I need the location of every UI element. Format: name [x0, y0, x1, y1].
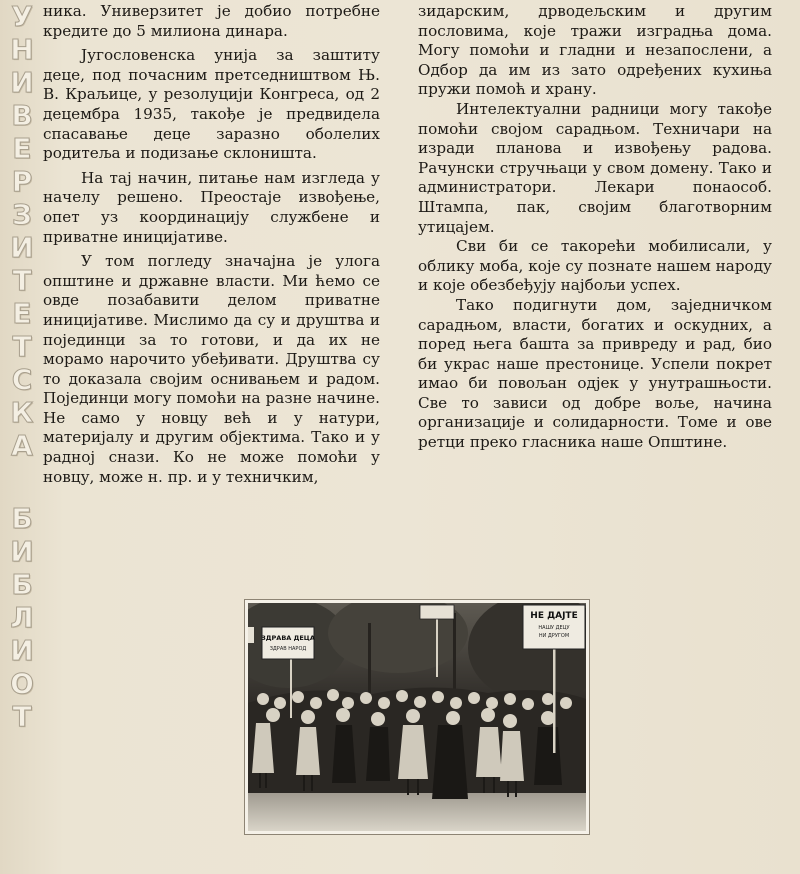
stamp-letter: И [10, 66, 34, 99]
library-stamp-watermark [2, 0, 42, 874]
sign-left-line1: ЗДРАВА ДЕЦА [261, 634, 315, 642]
paragraph-1: ника. Универзитет је добио потребне кредите до 5 милиона динара. [43, 2, 380, 40]
stamp-letter: К [10, 396, 34, 429]
stamp-letter: Р [11, 165, 33, 198]
stamp-letter: В [11, 99, 33, 132]
right-text-column [418, 2, 772, 453]
paragraph-5: зидарским, дрводељским и другим пословима, које тражи изградња дома. Могу помоћи и гладни и незапослени, а Одбор да им из зато одређених кухиња пружи помоћ и храну. [418, 2, 772, 99]
stamp-letter: Б [11, 568, 33, 601]
stamp-letter: И [10, 231, 34, 264]
left-text-column [43, 2, 380, 487]
sign-right-line1: НЕ ДАЈТЕ [530, 611, 578, 621]
stamp-letter: Т [12, 330, 32, 363]
paragraph-7: Сви би се такорећи мобилисали, у облику моба, које су познате нашем народу и које обезбеђују најбољи успех. [418, 237, 772, 295]
paragraph-3: На тај начин, питање нам изгледа у начелу решено. Преостаје извођење, опет уз координацију службене и приватне иницијативе. [43, 168, 380, 246]
stamp-letter: Б [11, 502, 33, 535]
sign-right-line2: НАШУ ДЕЦУ [538, 625, 570, 631]
photograph-children-parade [244, 599, 590, 835]
stamp-letter: О [10, 667, 34, 700]
stamp-letter: А [11, 429, 33, 462]
paragraph-8: Тако подигнути дом, заједничком сарадњом, власти, богатих и оскудних, а поред њега башта за привреду и рад, био би украс наше престонице. Успели покрет имао би повољан одјек у унутрашњости. Све то зависи од добре воље, начина организације и солидарности. Томе и ове ретци преко гласника наше Општине. [418, 295, 772, 452]
stamp-letter: Т [12, 700, 32, 733]
paragraph-2: Југословенска унија за заштиту деце, под почасним претседништвом Њ. В. Краљице, у резолуцији Конгреса, од 2 децембра 1935, такође је предвидела спасавање деце заразно оболелих родитеља и подизање склоништа. [43, 46, 380, 163]
stamp-letter: Л [10, 601, 34, 634]
stamp-letter: Е [12, 132, 32, 165]
stamp-letter: Т [12, 264, 32, 297]
stamp-letter: С [11, 363, 33, 396]
stamp-letter: И [10, 634, 34, 667]
stamp-letter: З [12, 198, 32, 231]
sign-left-line2: ЗДРАВ НАРОД [269, 646, 307, 652]
stamp-letter: У [11, 0, 33, 33]
paragraph-4: У том погледу значајна је улога општине и државне власти. Ми ћемо се овде позабавити делом приватне иницијативе. Мислимо да су и друштва и појединци за то готови, и да их не морамо нарочито убеђивати. Друштва су то доказала својим оснивањем и радом. Појединци могу помоћи на разне начине. Не само у новцу већ и у натури, материјалу и другим објектима. Тако и у радној снази. Ко не може помоћи у новцу, може н. пр. и у техничким, [43, 252, 380, 486]
stamp-letter: Н [10, 33, 34, 66]
photo-image [248, 603, 586, 831]
paragraph-6: Интелектуални радници могу такође помоћи својом сарадњом. Техничари на изради планова и извођењу радова. Рачунски стручњаци у свом домену. Тако и администратори. Лекари понаособ. Штампа, пак, својим благотворним утицајем. [418, 99, 772, 236]
sign-right-line3: НИ ДРУГОМ [538, 633, 570, 639]
stamp-letter: И [10, 535, 34, 568]
stamp-letter: Е [12, 297, 32, 330]
